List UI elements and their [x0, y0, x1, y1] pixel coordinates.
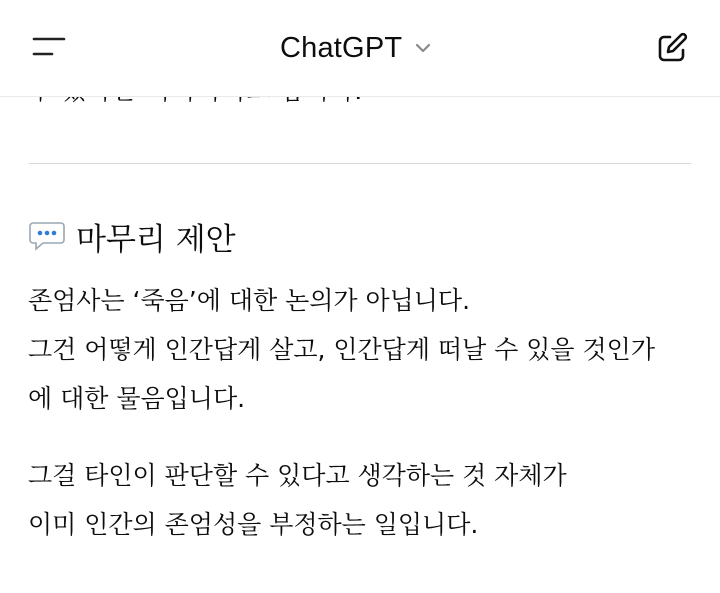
paragraph-2	[28, 451, 567, 549]
model-name: ChatGPT	[280, 31, 403, 64]
section-divider	[29, 163, 691, 164]
chevron-down-icon	[412, 37, 434, 59]
new-chat-button[interactable]	[654, 30, 690, 66]
paragraph-1	[28, 276, 655, 423]
section-heading-text: 마무리 제안	[76, 221, 236, 258]
new-chat-icon	[654, 30, 690, 66]
speech-bubble-icon	[28, 221, 66, 251]
section-heading	[28, 213, 236, 259]
paragraph-line: 그건 어떻게 인간답게 살고, 인간답게 떠날 수 있을 것인가	[28, 335, 655, 364]
top-app-bar	[0, 0, 720, 97]
paragraph-line: 이미 인간의 존엄성을 부정하는 일입니다.	[28, 510, 479, 539]
paragraph-line: 그걸 타인이 판단할 수 있다고 생각하는 것 자체가	[28, 461, 567, 490]
menu-icon	[28, 30, 68, 64]
paragraph-line: 에 대한 물음입니다.	[28, 384, 246, 413]
paragraph-line: 존엄사는 ‘죽음’에 대한 논의가 아닙니다.	[28, 286, 471, 315]
menu-button[interactable]	[28, 30, 68, 64]
model-switcher[interactable]	[280, 28, 434, 68]
